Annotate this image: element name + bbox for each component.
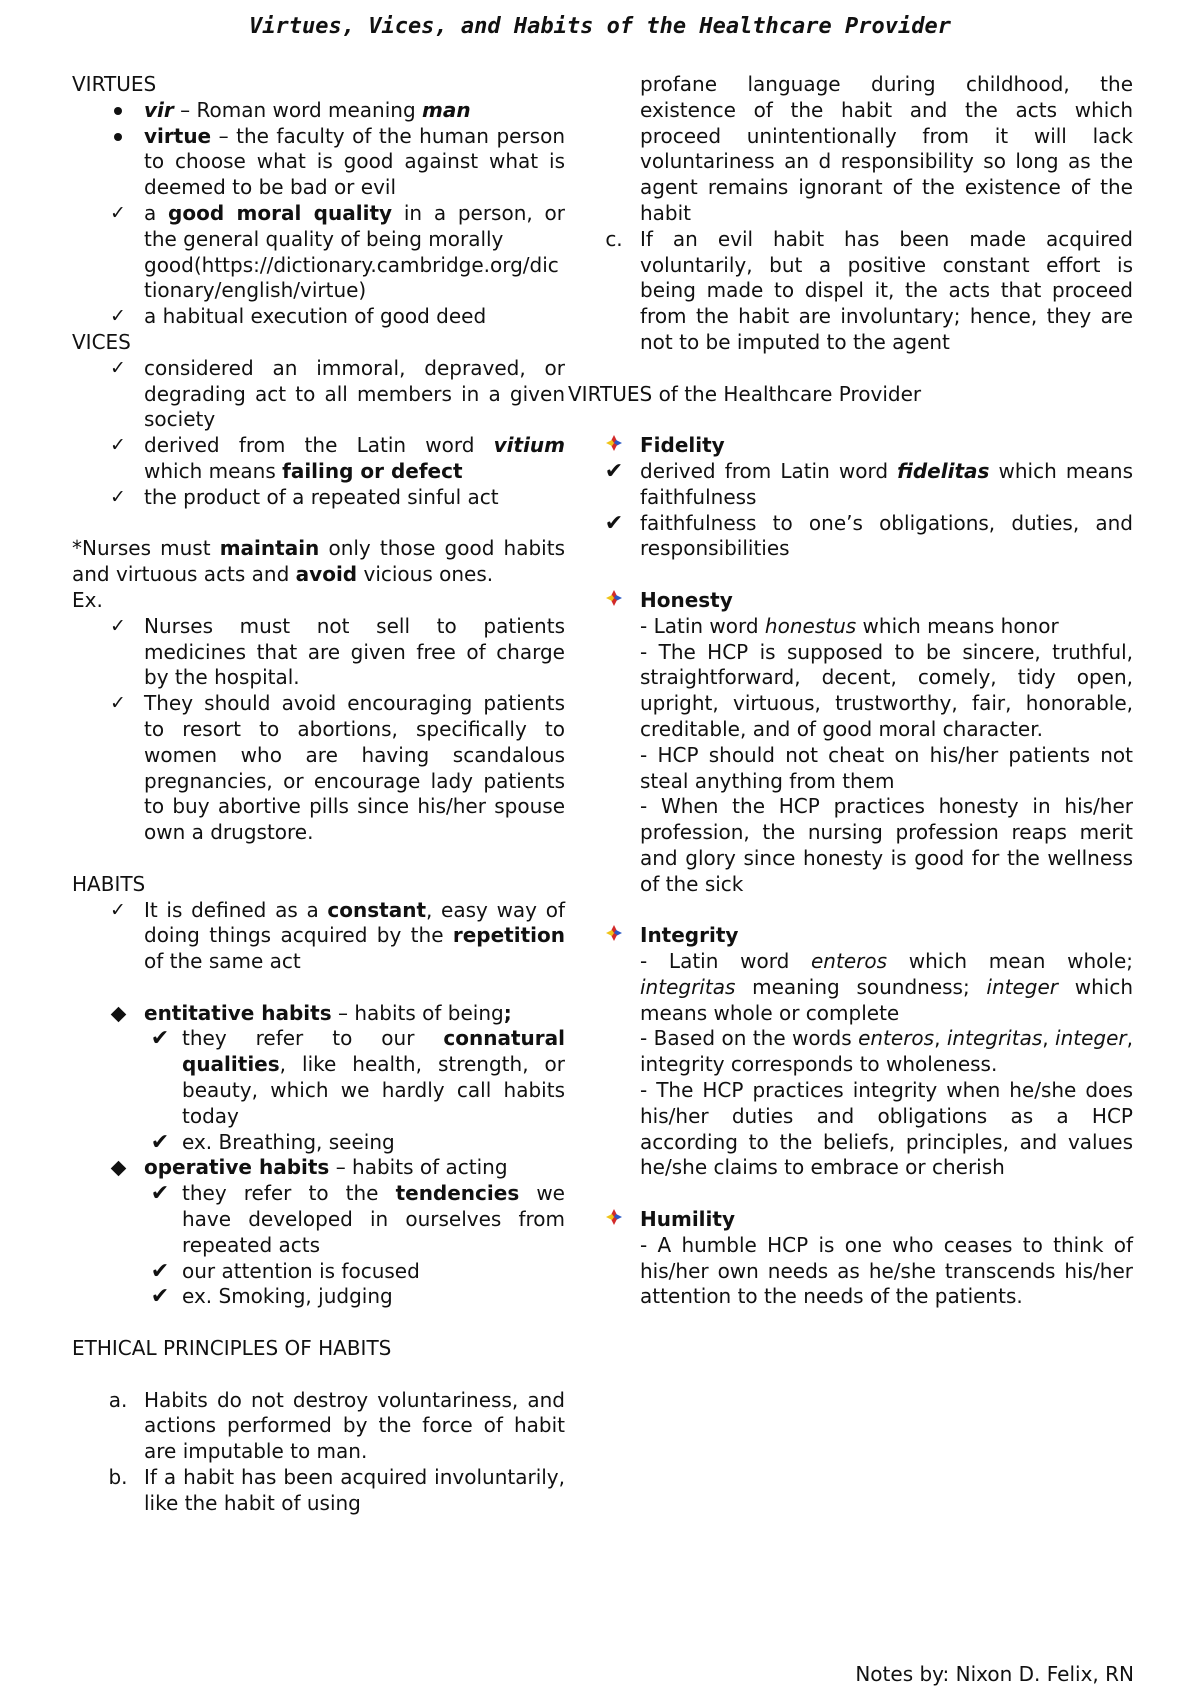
citation-link-text: good(https://dictionary.cambridge.org/dictionary/english/virtue) [144,252,559,303]
list-item-principle-c: c. If an evil habit has been made acquired voluntarily, but a positive constant effort is being made to dispel it, the acts that proceed from the habit are involuntary; hence, they are not to be imputed to the agent [605,226,1133,354]
diamond-bullet-icon [106,1001,130,1027]
integrity-line-1: - Latin word enteros which mean whole; integritas meaning soundness; integer which means whole or complete [640,949,1134,1025]
integrity-line-3: - The HCP practices integrity when he/she does his/her duties and obligations as a HCP according to the beliefs, principles, and values he/she claims to embrace or cherish [640,1078,1133,1180]
list-item-vice-3: ✓ the product of a repeated sinful act [72,485,565,511]
left-column [72,72,565,1517]
list-item-example-2: ✓ They should avoid encouraging patients to resort to abortions, specifically to women who are having scandalous pregnancies, or encourage lady patients to buy abortive pills since his/her spouse own a drugstore. [72,691,565,846]
list-item-operative-1: ✔ they refer to the tendencies we have developed in ourselves from repeated acts [72,1181,565,1258]
checkmark-icon: ✔ [604,510,624,536]
list-item-fidelity-1: ✔ derived from Latin word fidelitas which means faithfulness [568,459,1133,511]
checkmark-icon: ✓ [110,614,126,637]
list-item-operative-2: ✔ our attention is focused [72,1259,565,1285]
list-item-example-1: ✓ Nurses must not sell to patients medicines that are given free of charge by the hospital. [72,614,565,691]
list-item-entitative-2: ✔ ex. Breathing, seeing [72,1130,565,1156]
four-arrow-bullet-icon [602,1207,626,1233]
honesty-line-3: - HCP should not cheat on his/her patients not steal anything from them [640,742,1133,793]
term-vir: vir [144,97,174,122]
right-column [568,72,1134,1310]
list-item-vice-1: ✓ considered an immoral, depraved, or degrading act to all members in a given society [72,356,565,433]
heading-honesty: Honesty [568,588,1133,614]
term-virtue: virtue [144,123,212,148]
footer-credit: Notes by: Nixon D. Felix, RN [855,1662,1134,1686]
list-item-vice-2: ✓ derived from the Latin word vitium which means failing or defect [72,433,565,485]
checkmark-icon: ✓ [110,898,126,921]
bullet-dot-icon [106,124,130,150]
checkmark-icon: ✓ [110,356,126,379]
list-item-habit-definition: ✓ It is defined as a constant, easy way of doing things acquired by the repetition of the same act [72,898,565,975]
four-arrow-bullet-icon [602,433,626,459]
heading-virtues: VIRTUES [72,72,157,96]
list-item-principle-a: a. Habits do not destroy voluntariness, and actions performed by the force of habit are imputable to man. [108,1387,565,1464]
checkmark-icon: ✔ [150,1026,170,1052]
four-arrow-bullet-icon [602,588,626,614]
list-item-principle-b: b. If a habit has been acquired involuntarily, like the habit of using [108,1465,565,1515]
checkmark-icon: ✓ [110,201,126,224]
checkmark-icon: ✔ [150,1284,170,1310]
nurses-note: *Nurses must maintain only those good habits and virtuous acts and avoid vicious ones. [72,536,565,587]
list-item-entitative-habits: entitative habits – habits of being; [72,1001,565,1027]
list-item-operative-3: ✔ ex. Smoking, judging [72,1284,565,1310]
checkmark-icon: ✓ [110,692,126,715]
checkmark-icon: ✔ [150,1181,170,1207]
document-title: Virtues, Vices, and Habits of the Healthcare Provider [249,14,951,39]
diamond-bullet-icon [106,1155,130,1181]
heading-hcp-virtues: VIRTUES of the Healthcare Provider [568,381,922,406]
honesty-line-2: - The HCP is supposed to be sincere, truthful, straightforward, decent, comely, tidy open, upright, virtuous, trustworthy, fair, honorable, creditable, and of good moral character. [640,639,1133,741]
integrity-line-2: - Based on the words enteros, integritas, integer, integrity corresponds to wholeness. [640,1026,1134,1077]
bullet-dot-icon [106,98,130,124]
checkmark-icon: ✓ [110,485,126,508]
list-item-habitual-execution: ✓ a habitual execution of good deed [72,304,565,330]
list-item-operative-habits: operative habits – habits of acting [72,1155,565,1181]
list-item-fidelity-2: ✔ faithfulness to one’s obligations, duties, and responsibilities [568,511,1133,563]
heading-integrity: Integrity [568,923,1133,949]
checkmark-icon: ✔ [604,458,624,484]
heading-fidelity: Fidelity [568,433,1133,459]
heading-vices: VICES [72,329,131,354]
list-item-virtue: virtue – the faculty of the human person to choose what is good against what is deemed to be bad or evil [72,124,565,201]
four-arrow-bullet-icon [602,923,626,949]
list-item-entitative-1: ✔ they refer to our connatural qualities, like health, strength, or beauty, which we hardly call habits today [72,1026,565,1129]
honesty-line-1: - Latin word honestus which means honor [640,613,1059,638]
principle-b-continued: profane language during childhood, the existence of the habit and the acts which proceed unintentionally from it will lack voluntariness an d responsibility so long as the agent remains ignorant of the existence of the habit [640,72,1133,225]
example-label: Ex. [72,587,103,612]
checkmark-icon: ✔ [150,1258,170,1284]
honesty-line-4: - When the HCP practices honesty in his/her profession, the nursing profession reaps merit and glory since honesty is good for the wellness of the sick [640,794,1133,896]
checkmark-icon: ✓ [110,434,126,457]
list-item-vir: vir – Roman word meaning man [72,98,565,124]
checkmark-icon: ✔ [150,1129,170,1155]
heading-habits: HABITS [72,871,146,896]
humility-line-1: - A humble HCP is one who ceases to think of his/her own needs as he/she transcends his/her attention to the needs of the patients. [640,1232,1133,1309]
checkmark-icon: ✓ [110,305,126,328]
list-item-good-moral-quality: ✓ a good moral quality in a person, or the general quality of being morally good(https://dictionary.cambridge.org/dictionary/english/virtue) [72,201,565,304]
heading-ethical-principles: ETHICAL PRINCIPLES OF HABITS [72,1336,392,1361]
heading-humility: Humility [568,1207,1133,1233]
